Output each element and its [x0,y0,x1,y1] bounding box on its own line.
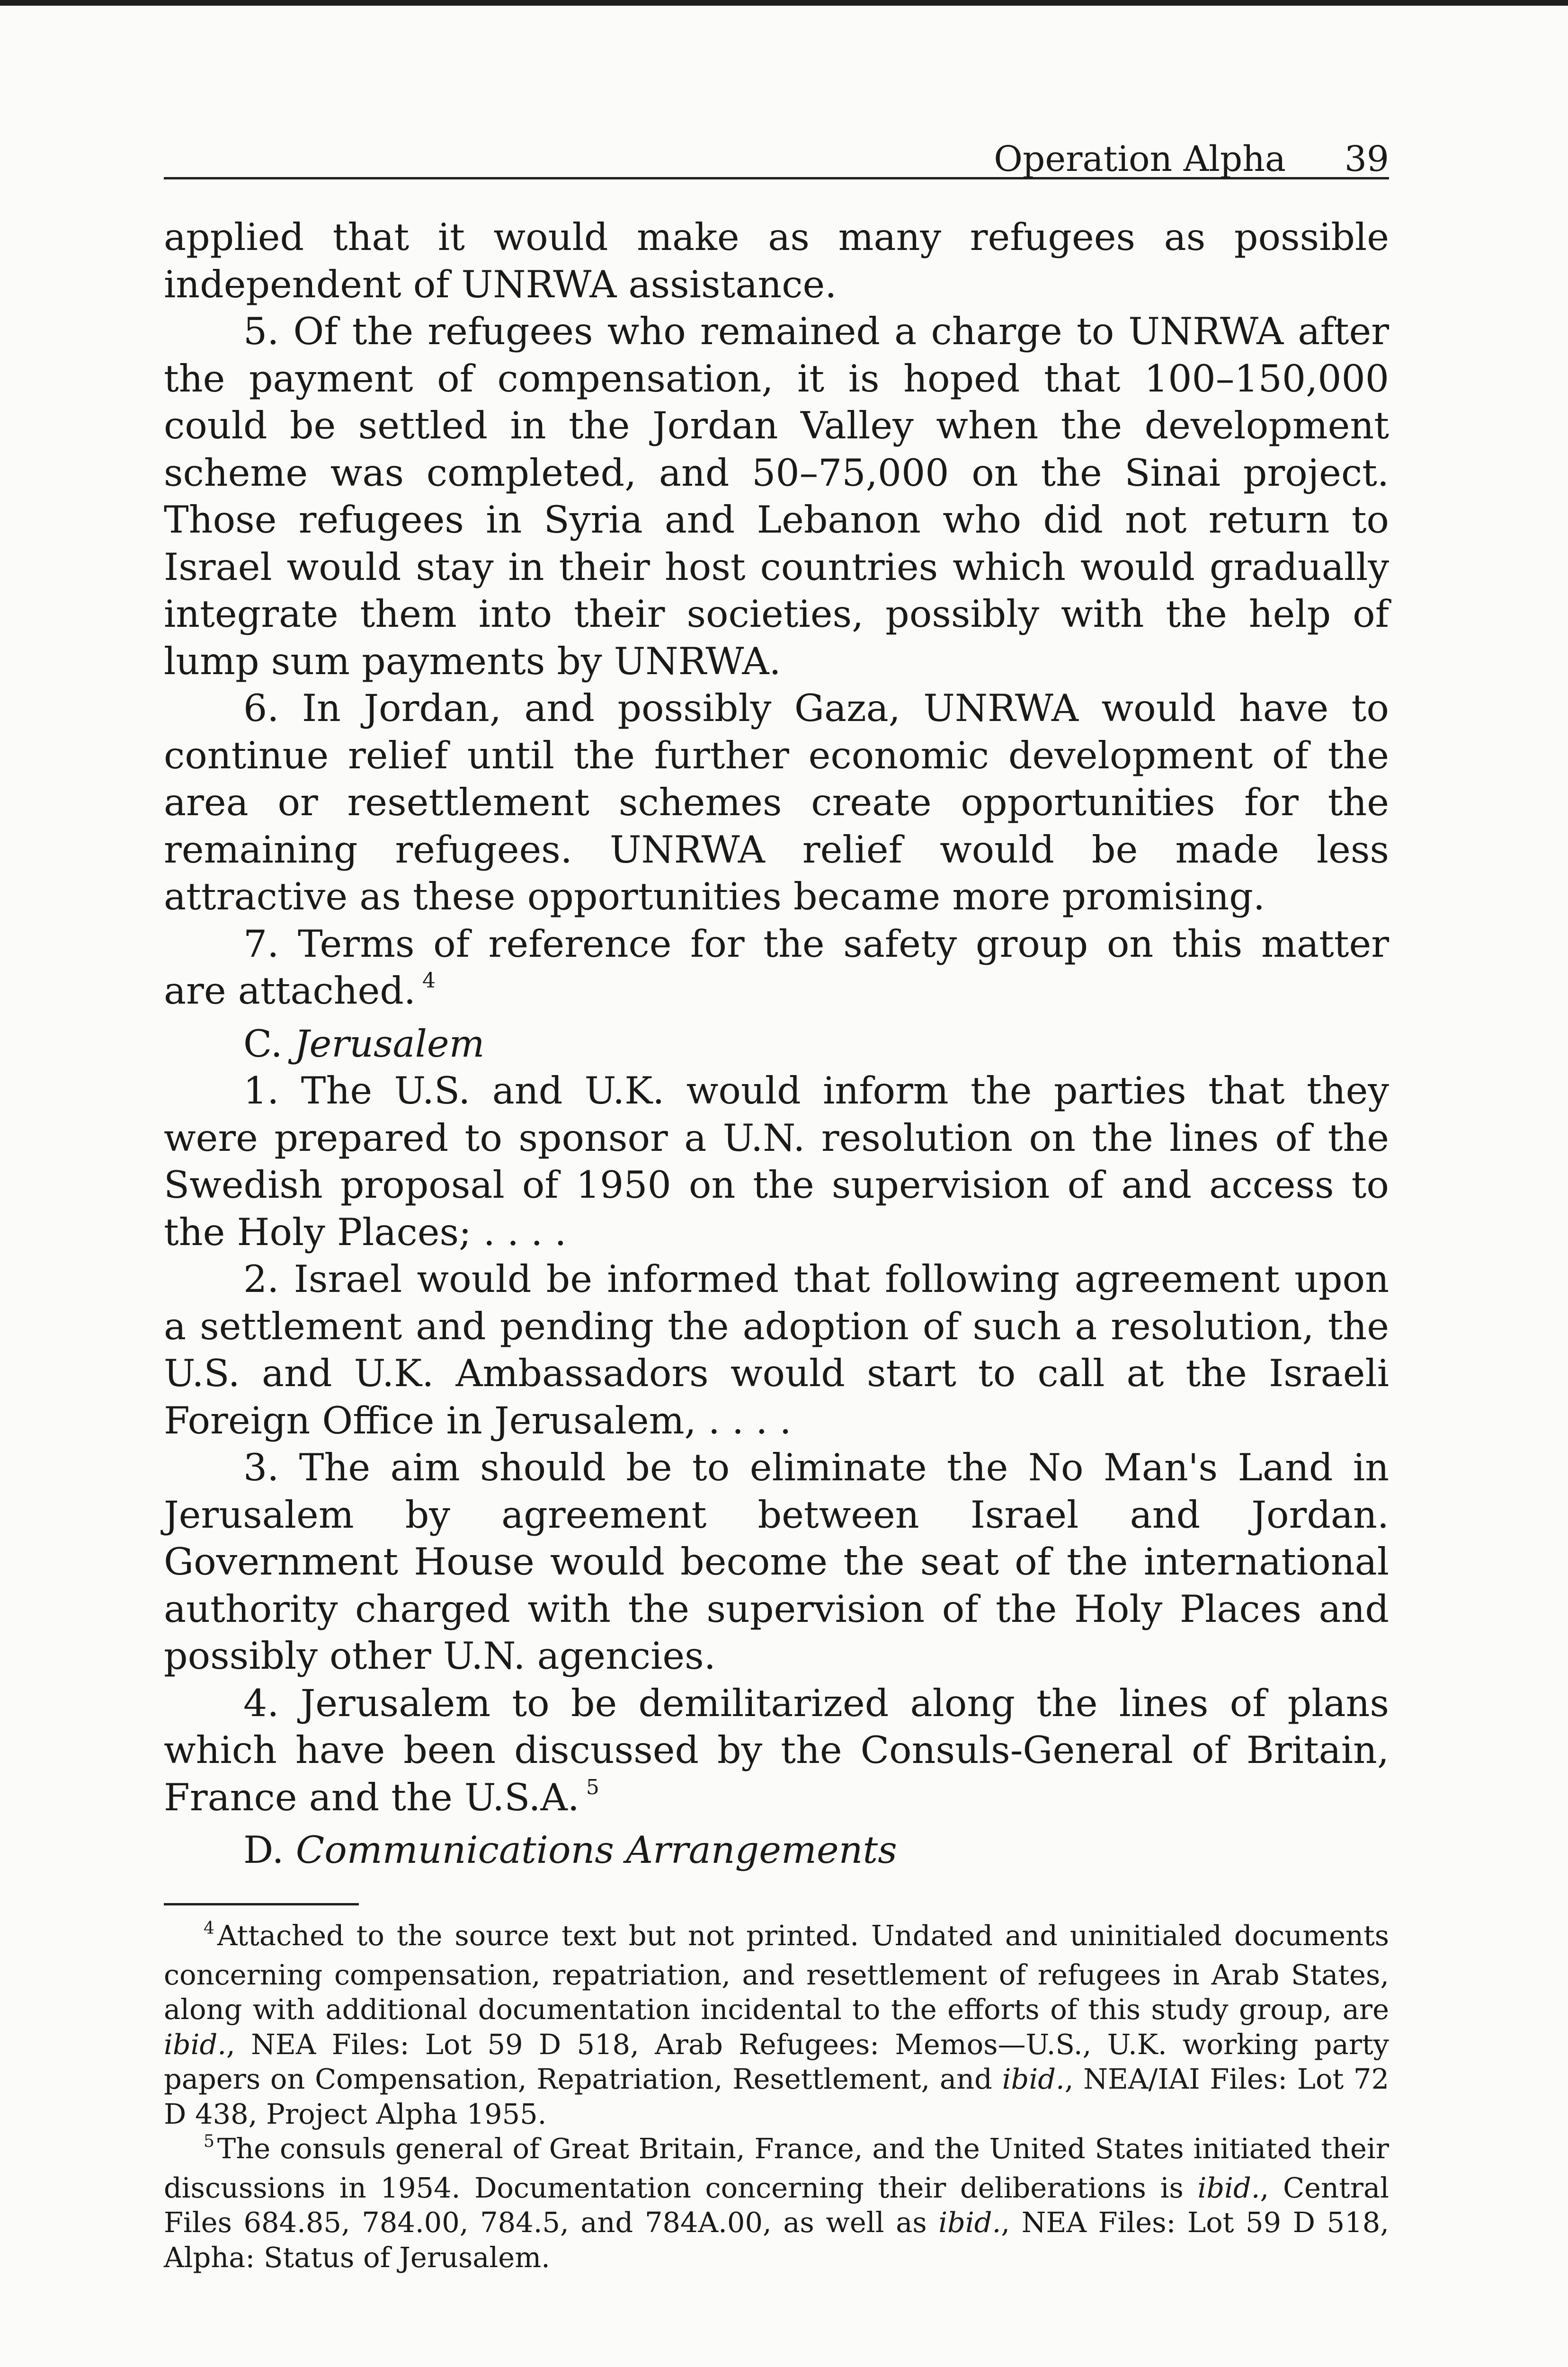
paragraph: 2. Israel would be informed that following agreement upon a settlement and pending the adoption of such a resolution, the U.S. and U.K. Ambassadors would start to call at the Israeli Foreign Office in Jerusalem, . . . . [164,1257,1389,1442]
footnote-4 [164,1918,1389,2131]
footnote-ibid: ibid. [938,2206,1001,2239]
section-letter: C. [243,1022,283,1066]
section-heading-d [164,1827,1389,1874]
paragraph [164,921,1389,1021]
footnote-text: , NEA Files: Lot 59 D 518, Alpha: Status of Jerusalem. [164,2206,1389,2274]
footnote-ibid: ibid. [164,2028,227,2061]
paragraph [164,1680,1389,1827]
running-header-title: Operation Alpha [994,139,1286,179]
paragraph: 5. Of the refugees who remained a charge to UNRWA after the payment of compensation, it is hoped that 100–150,000 could be settled in the Jordan Valley when the development scheme was completed, and 50–75,000 on the Sinai project. Those refugees in Syria and Lebanon who did not return to Israel would stay in their host countries which would gradually integrate them into their societies, possibly with the help of lump sum payments by UNRWA. [164,310,1389,683]
paragraph: 1. The U.S. and U.K. would inform the parties that they were prepared to sponsor a U.N. resolution on the lines of the Swedish proposal of 1950 on the supervision of and access to the Holy Places; . . . . [164,1069,1389,1254]
top-edge-rule [0,0,1568,6]
footnote-text: , NEA Files: Lot 59 D 518, Arab Refugees: Memos—U.S., U.K. working party papers on Compensation, Repatriation, Resettlement, and [164,2028,1389,2095]
section-letter: D. [243,1828,284,1872]
footnote-marker: 5 [204,2132,214,2151]
footnote-text: The consuls general of Great Britain, France, and the United States initiated their discussions in 1954. Documentation concerning their deliberations is [164,2132,1389,2204]
footnote-5 [164,2131,1389,2275]
footnote-divider [164,1903,359,1905]
page-number: 39 [1344,139,1389,179]
footnote-marker: 4 [204,1919,214,1938]
footnote-text: , Central Files 684.85, 784.00, 784.5, and 784A.00, as well as [164,2171,1389,2239]
footnote-ibid: ibid. [1197,2171,1260,2204]
footnote-reference-5[interactable]: 5 [586,1775,599,1799]
footnote-text: Attached to the source text but not printed. Undated and uninitialed documents concerning compensation, repatriation, and resettlement of refugees in Arab States, along with additional documentation incidental to the efforts of this study group, are [164,1919,1389,2026]
paragraph: applied that it would make as many refugees as possible independent of UNRWA assistance. [164,215,1389,306]
section-heading-c [164,1021,1389,1068]
section-title: Communications Arrangements [295,1828,897,1872]
paragraph-text: 7. Terms of reference for the safety group on this matter are attached. [164,922,1389,1013]
running-header [164,133,1389,179]
footnote-reference-4[interactable]: 4 [422,969,436,993]
paragraph: 3. The aim should be to eliminate the No Man's Land in Jerusalem by agreement between Israel and Jordan. Government House would become the seat of the international authority charged with the supervision of the Holy Places and possibly other U.N. agencies. [164,1446,1389,1678]
footnotes [164,1918,1389,2275]
section-title: Jerusalem [294,1022,485,1066]
body-text [164,214,1389,1874]
footnote-ibid: ibid. [1002,2063,1065,2095]
paragraph: 6. In Jordan, and possibly Gaza, UNRWA would have to continue relief until the further economic development of the area or resettlement schemes create opportunities for the remaining refugees. UNRWA relief would be made less attractive as these opportunities became more promising. [164,686,1389,918]
footnote-text: , NEA/IAI Files: Lot 72 D 438, Project Alpha 1955. [164,2063,1389,2130]
paragraph-text: 4. Jerusalem to be demilitarized along the lines of plans which have been discussed by the Consuls-General of Britain, France and the U.S.A. [164,1681,1389,1819]
